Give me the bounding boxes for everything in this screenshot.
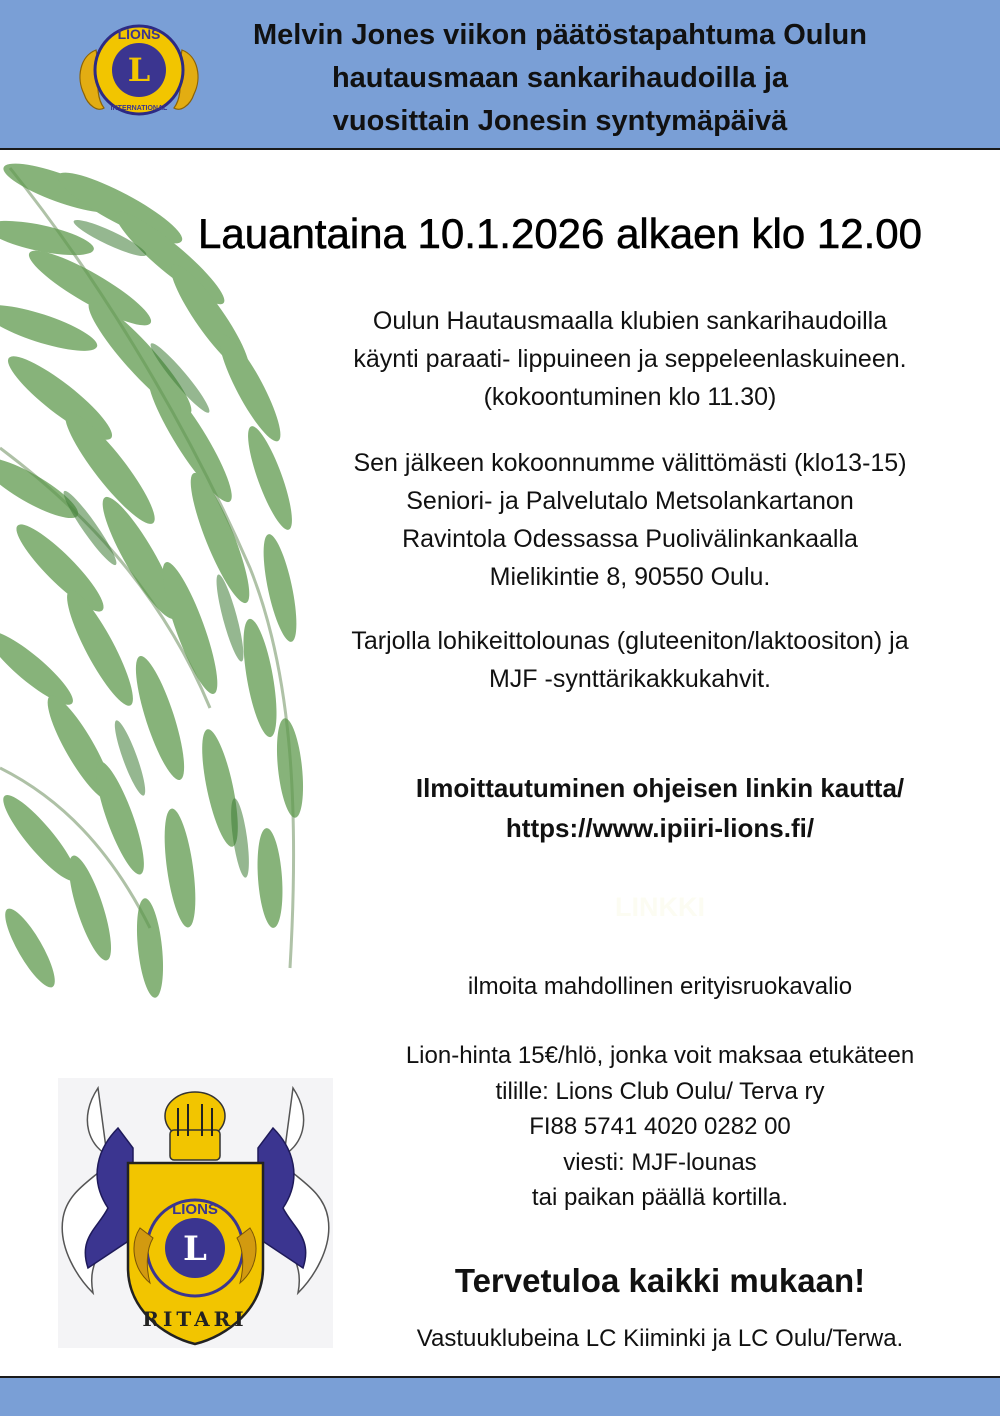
menu-paragraph — [310, 622, 950, 698]
footer-band — [0, 1376, 1000, 1416]
registration-url-link[interactable]: https://www.ipiiri-lions.fi/ — [505, 813, 815, 843]
logo-subtext: INTERNATIONAL — [110, 105, 168, 112]
registration-text: Ilmoittautuminen ohjeisen linkin kautta/ — [415, 773, 905, 803]
menu-line: Tarjolla lohikeittolounas (gluteeniton/laktoositon) ja — [351, 627, 909, 655]
logo-letter: L — [127, 51, 151, 89]
logo-text: LIONS — [117, 26, 161, 42]
venue-line: Ravintola Odessassa Puolivälinkankaalla — [402, 525, 858, 553]
welcome-message: Tervetuloa kaikki mukaan! — [454, 1262, 866, 1299]
responsible-clubs: Vastuuklubeina LC Kiiminki ja LC Oulu/Terwa. — [416, 1325, 904, 1352]
header-title-line: Melvin Jones viikon päätöstapahtuma Oulun — [253, 19, 867, 51]
payment-info — [330, 1038, 990, 1216]
venue-line: Mielikintie 8, 90550 Oulu. — [489, 563, 771, 591]
ceremony-line: (kokoontuminen klo 11.30) — [483, 383, 777, 411]
registration-block — [330, 768, 990, 848]
crest-top-text: LIONS — [172, 1201, 218, 1218]
header-title — [250, 14, 870, 143]
lions-ritari-crest — [58, 1078, 333, 1348]
crest-bottom-text: RITARI — [142, 1307, 248, 1331]
ceremony-line: käynti paraati- lippuineen ja seppeleenlaskuineen. — [353, 345, 907, 373]
payment-line: FI88 5741 4020 0282 00 — [529, 1113, 791, 1140]
venue-line: Sen jälkeen kokoonnumme välittömästi (klo13-15) — [353, 449, 907, 477]
registration-link-button[interactable]: LINKKI — [615, 892, 705, 922]
payment-line: tai paikan päällä kortilla. — [531, 1184, 789, 1211]
payment-line: viesti: MJF-lounas — [563, 1148, 757, 1176]
willow-branch-illustration — [0, 148, 340, 1008]
payment-line: Lion-hinta 15€/hlö, jonka voit maksaa etukäteen — [405, 1042, 915, 1069]
menu-line: MJF -synttärikakkukahvit. — [488, 665, 771, 693]
venue-line: Seniori- ja Palvelutalo Metsolankartanon — [406, 487, 854, 515]
ceremony-line: Oulun Hautausmaalla klubien sankarihaudoilla — [372, 307, 888, 335]
header-title-line: vuosittain Jonesin syntymäpäivä — [332, 105, 788, 137]
payment-line: tilille: Lions Club Oulu/ Terva ry — [495, 1077, 825, 1105]
ceremony-paragraph — [310, 302, 950, 416]
crest-letter: L — [183, 1229, 207, 1269]
header-title-line: hautausmaan sankarihaudoilla ja — [331, 62, 789, 94]
lions-international-logo — [74, 14, 204, 126]
venue-paragraph — [310, 444, 950, 596]
diet-note: ilmoita mahdollinen erityisruokavalio — [467, 973, 853, 1000]
event-date-headline: Lauantaina 10.1.2026 alkaen klo 12.00 — [198, 210, 922, 257]
header-band — [0, 0, 1000, 150]
